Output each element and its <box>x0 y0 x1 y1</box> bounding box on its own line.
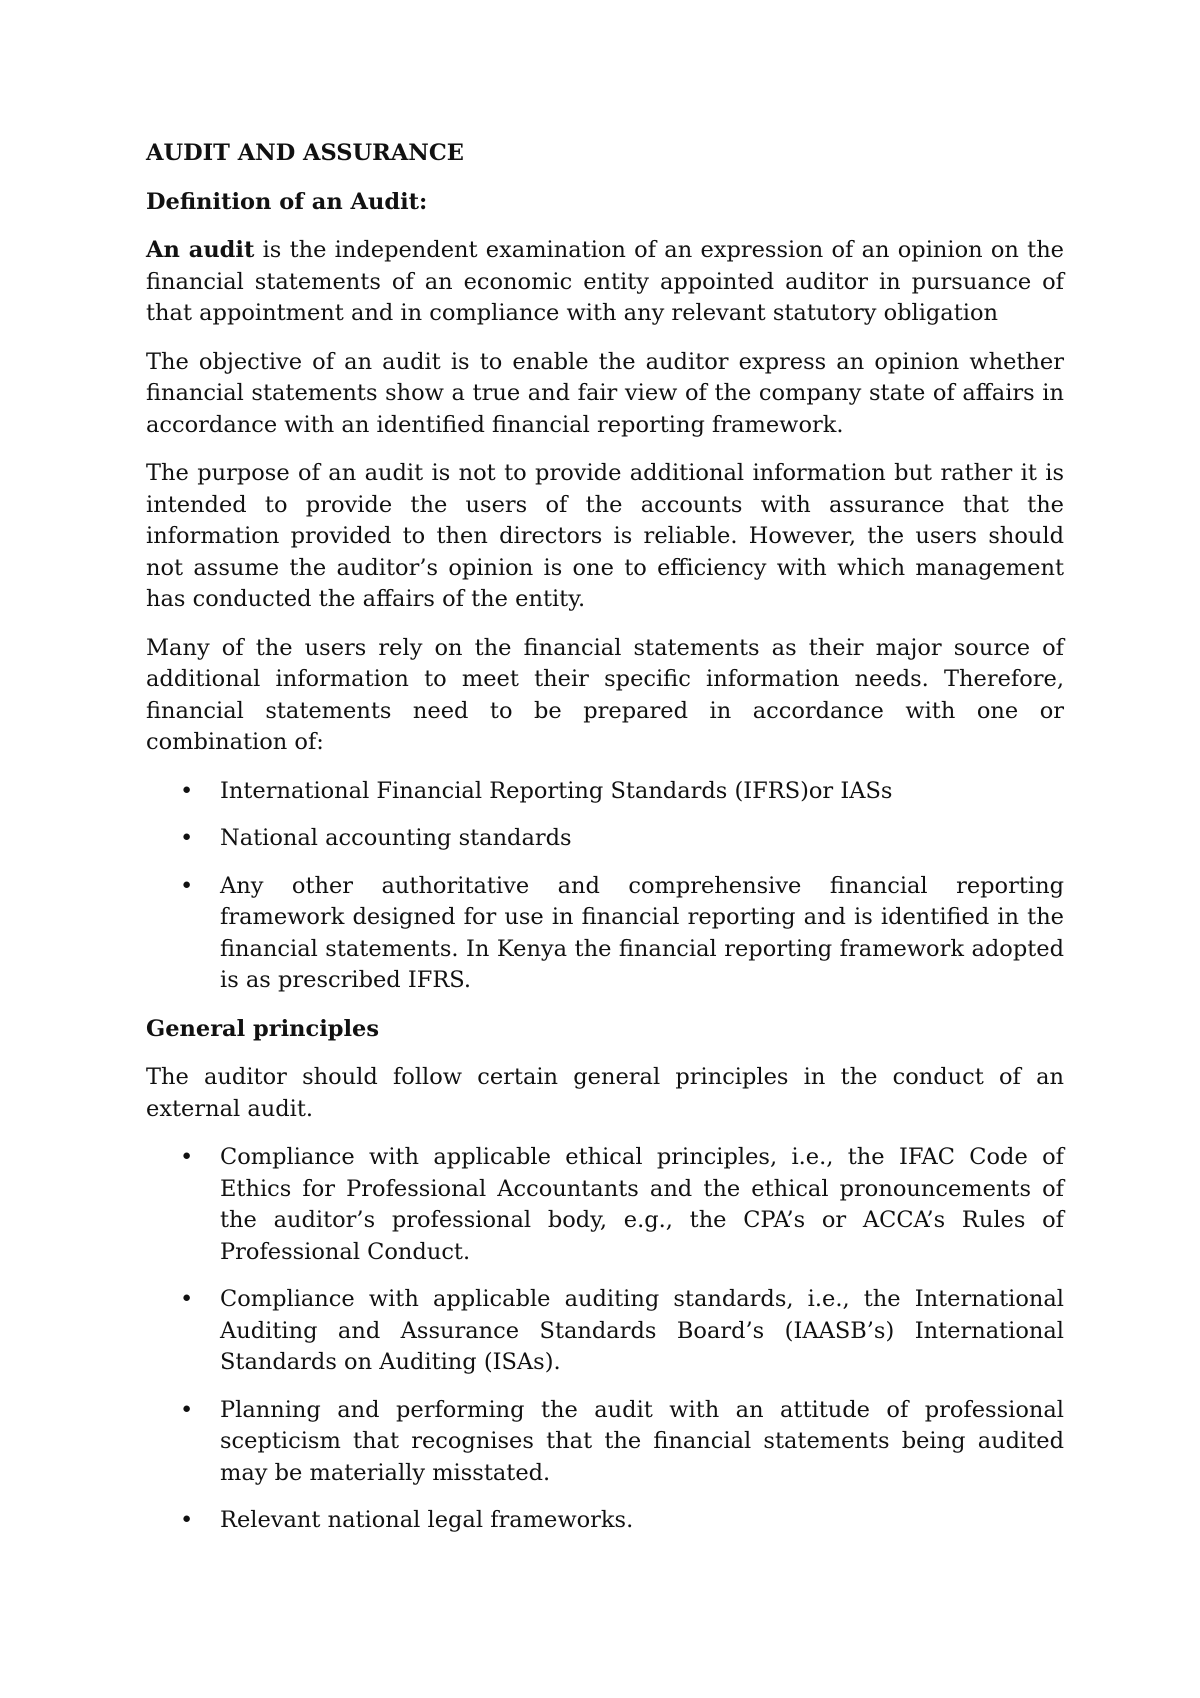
list-item-text: Compliance with applicable auditing standards, i.e., the International Auditing and Assurance Standards Board’s (IAASB’s) International Standards on Auditing (ISAs). <box>220 1286 1064 1375</box>
list-item <box>146 871 1064 997</box>
bullet-icon: • <box>180 1144 194 1170</box>
list-item <box>146 776 1064 808</box>
document-page <box>146 138 1064 1554</box>
bullet-icon: • <box>180 1396 194 1423</box>
list-item <box>146 1142 1064 1268</box>
bullet-icon: • <box>180 825 194 851</box>
definition-paragraph <box>146 235 1064 330</box>
list-item-text: Compliance with applicable ethical principles, i.e., the IFAC Code of Ethics for Professional Accountants and the ethical pronouncements of the auditor’s professional body, e.g., the CPA’s or ACCA’s Rules of Professional Conduct. <box>220 1144 1064 1265</box>
list-item <box>146 1284 1064 1379</box>
definition-text: is the independent examination of an expression of an opinion on the financial statements of an economic entity appointed auditor in pursuance of that appointment and in compliance with any relevant statutory obligation <box>146 237 1065 326</box>
principles-intro: The auditor should follow certain general principles in the conduct of an external audit. <box>146 1064 1064 1122</box>
bullet-icon: • <box>180 777 194 804</box>
list-item-text: International Financial Reporting Standards (IFRS)or IASs <box>220 777 893 804</box>
list-item-text: Planning and performing the audit with an attitude of professional scepticism that recognises that the financial statements being audited may be materially misstated. <box>220 1396 1064 1486</box>
list-item <box>146 823 1064 855</box>
definition-lead-term: An audit <box>146 237 255 263</box>
definition-heading: Definition of an Audit: <box>146 188 428 215</box>
document-title: AUDIT AND ASSURANCE <box>146 140 464 166</box>
list-item-text: National accounting standards <box>220 825 572 851</box>
purpose-paragraph: The purpose of an audit is not to provide additional information but rather it is intended to provide the users of the accounts with assurance that the information provided to then directors is reliable. However, the users should not assume the auditor’s opinion is one to efficiency with which management has conducted the affairs of the entity. <box>146 460 1064 612</box>
list-item <box>146 1395 1064 1490</box>
frameworks-list <box>146 776 1064 997</box>
bullet-icon: • <box>180 1507 194 1533</box>
list-item-text: Relevant national legal frameworks. <box>220 1507 634 1533</box>
list-item-text: Any other authoritative and comprehensive financial reporting framework designed for use in financial reporting and is identified in the financial statements. In Kenya the financial reporting framework adopted is as prescribed IFRS. <box>220 872 1064 993</box>
principles-list <box>146 1142 1064 1537</box>
list-item <box>146 1505 1064 1537</box>
principles-heading: General principles <box>146 1015 380 1042</box>
objective-paragraph: The objective of an audit is to enable the auditor express an opinion whether financial statements show a true and fair view of the company state of affairs in accordance with an identified financial reporting framework. <box>146 348 1064 438</box>
bullet-icon: • <box>180 872 194 899</box>
bullet-icon: • <box>180 1286 194 1312</box>
users-paragraph: Many of the users rely on the financial statements as their major source of additional information to meet their specific information needs. Therefore, financial statements need to be prepared in accordance with one or combination of: <box>146 634 1064 755</box>
